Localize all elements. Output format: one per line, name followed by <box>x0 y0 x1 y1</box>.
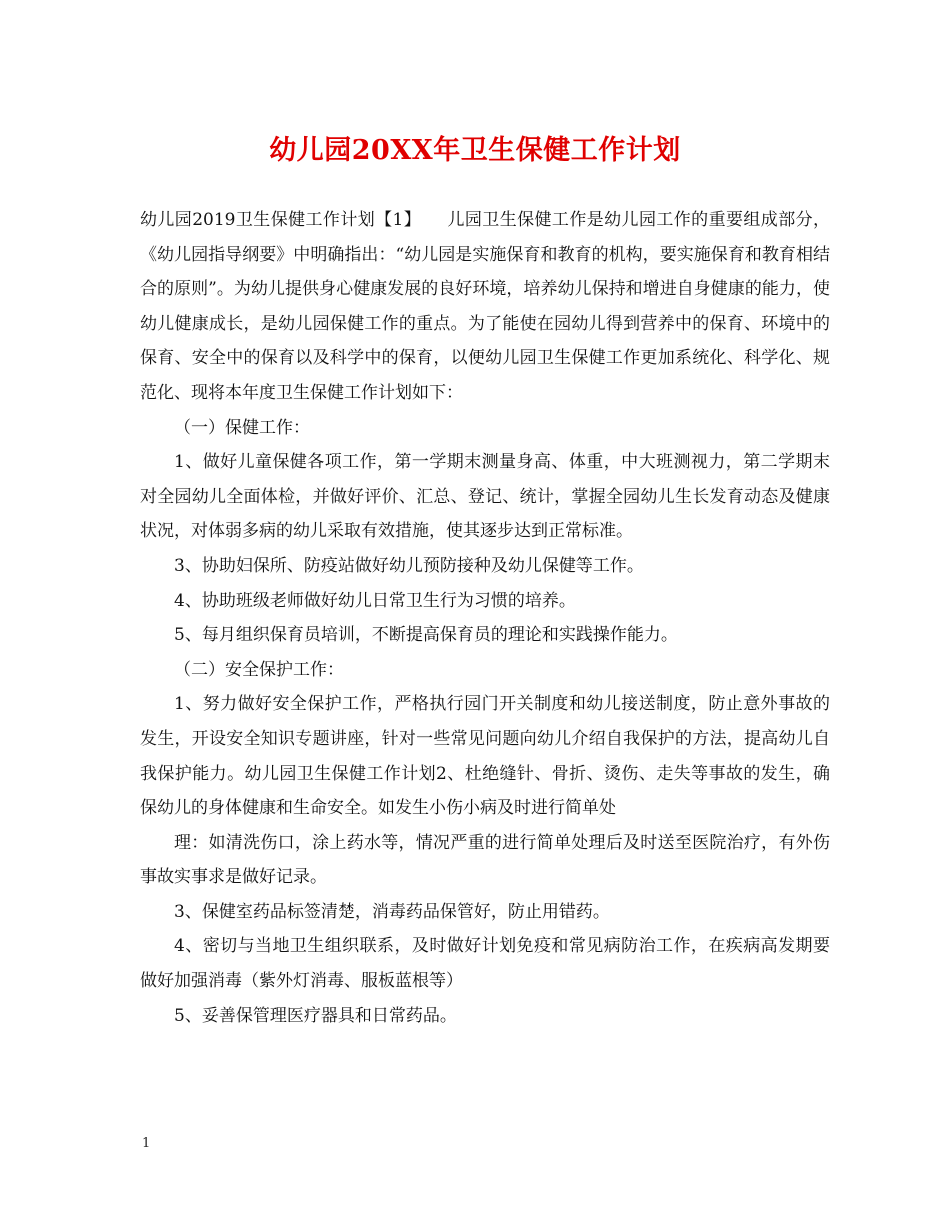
section-heading-health: （一）保健工作： <box>174 417 310 438</box>
paragraph-item: 4、协助班级老师做好幼儿日常卫生行为习惯的培养。 <box>174 590 576 611</box>
section-heading-safety: （二）安全保护工作： <box>174 659 344 680</box>
paragraph-item: 5、妥善保管理医疗器具和日常药品。 <box>174 1005 457 1026</box>
intro-paragraph: 幼儿园2019卫生保健工作计划【1】 儿园卫生保健工作是幼儿园工作的重要组成部分，《幼儿园指导纲要》中明确指出：“幼儿园是实施保育和教育的机构，要实施保育和教育相结合的原则”。为幼儿提供身心健康发展的良好环境，培养幼儿保持和增进自身健康的能力，使幼儿健康成长，是幼儿园保健工作的重点。为了能使在园幼儿得到营养中的保育、环境中的保育、安全中的保育以及科学中的保育，以便幼儿园卫生保健工作更加系统化、科学化、规范化、现将本年度卫生保健工作计划如下： <box>140 210 830 403</box>
page-number: 1 <box>142 1136 151 1151</box>
document-title: 幼儿园20XX年卫生保健工作计划 <box>269 135 681 166</box>
paragraph-item: 3、协助妇保所、防疫站做好幼儿预防接种及幼儿保健等工作。 <box>174 555 644 576</box>
paragraph-item: 3、保健室药品标签清楚，消毒药品保管好，防止用错药。 <box>174 901 610 922</box>
paragraph-item: 1、做好儿童保健各项工作，第一学期末测量身高、体重，中大班测视力，第二学期末对全园幼儿全面体检，并做好评价、汇总、登记、统计，掌握全园幼儿生长发育动态及健康状况，对体弱多病的幼儿采取有效措施，使其逐步达到正常标准。 <box>140 452 830 542</box>
paragraph-item: 1、努力做好安全保护工作，严格执行园门开关制度和幼儿接送制度，防止意外事故的发生，开设安全知识专题讲座，针对一些常见问题向幼儿介绍自我保护的方法，提高幼儿自我保护能力。幼儿园卫生保健工作计划2、杜绝缝针、骨折、烫伤、走失等事故的发生，确保幼儿的身体健康和生命安全。如发生小伤小病及时进行简单处 <box>140 694 830 819</box>
paragraph-item: 4、密切与当地卫生组织联系，及时做好计划免疫和常见病防治工作，在疾病高发期要做好加强消毒（紫外灯消毒、服板蓝根等） <box>140 936 830 992</box>
paragraph-item: 理：如清洗伤口，涂上药水等，情况严重的进行简单处理后及时送至医院治疗，有外伤事故实事求是做好记录。 <box>140 832 830 888</box>
paragraph-item: 5、每月组织保育员培训，不断提高保育员的理论和实践操作能力。 <box>174 625 678 646</box>
document-body <box>140 203 830 1033</box>
